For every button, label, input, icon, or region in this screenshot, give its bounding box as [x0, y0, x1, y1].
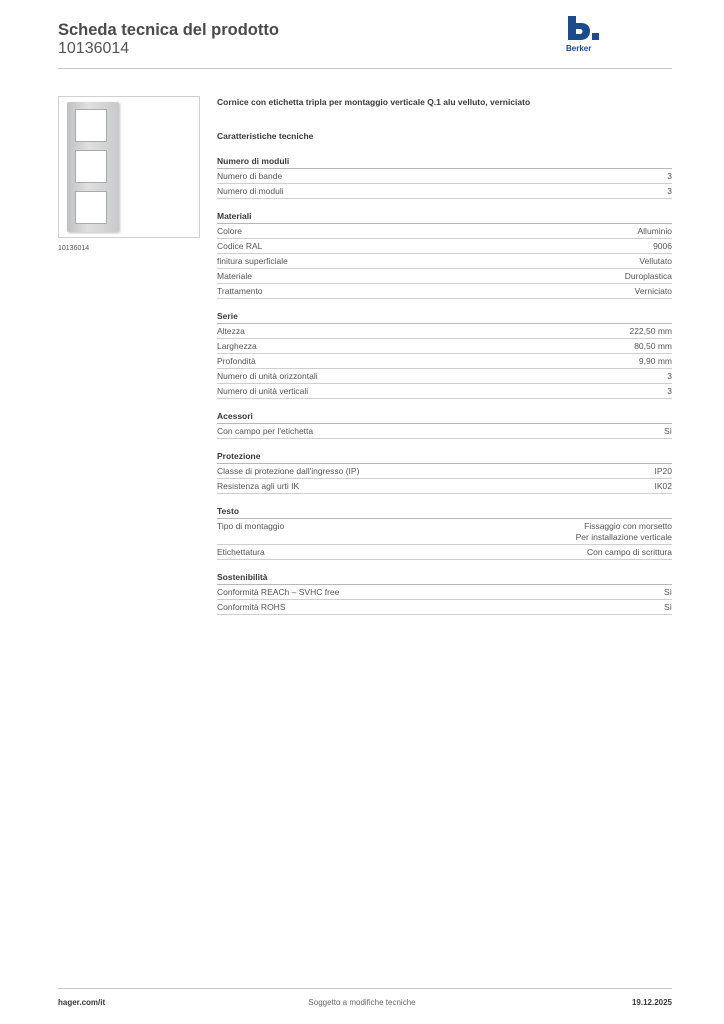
spec-row [217, 600, 672, 615]
spec-label: finitura superficiale [217, 255, 288, 266]
spec-value: IK02 [654, 480, 672, 491]
document-title: Scheda tecnica del prodotto [58, 21, 279, 39]
spec-label: Numero di unità orizzontali [217, 370, 318, 381]
spec-row [217, 239, 672, 254]
spec-row [217, 169, 672, 184]
spec-label: Altezza [217, 325, 245, 336]
spec-row [217, 464, 672, 479]
spec-row [217, 424, 672, 439]
spec-value: 3 [667, 370, 672, 381]
product-number: 10136014 [58, 40, 130, 57]
spec-label: Larghezza [217, 340, 257, 351]
spec-row [217, 479, 672, 494]
spec-value: IP20 [654, 465, 672, 476]
spec-label: Conformità REACh – SVHC free [217, 586, 340, 597]
footer-divider [58, 988, 672, 989]
section-title: Sostenibilità [217, 571, 672, 585]
spec-label: Resistenza agli urti IK [217, 480, 300, 491]
section-title: Protezione [217, 450, 672, 464]
spec-value: 9,90 mm [638, 355, 672, 366]
spec-section [217, 210, 672, 299]
spec-row [217, 269, 672, 284]
spec-row [217, 254, 672, 269]
section-title: Testo [217, 505, 672, 519]
spec-section [217, 310, 672, 399]
frame-opening [75, 150, 107, 183]
spec-section [217, 571, 672, 615]
section-title: Acessori [217, 410, 672, 424]
spec-value: Verniciato [634, 285, 672, 296]
spec-label: Numero di unità verticali [217, 385, 309, 396]
spec-row [217, 224, 672, 239]
spec-label: Etichettatura [217, 546, 265, 557]
spec-section [217, 410, 672, 439]
product-image [58, 96, 200, 238]
spec-value: 222,50 mm [629, 325, 672, 336]
specs-heading: Caratteristiche tecniche [217, 131, 314, 141]
spec-value: Duroplastica [624, 270, 672, 281]
spec-label: Numero di bande [217, 170, 283, 181]
spec-label: Tipo di montaggio [217, 520, 285, 531]
spec-value: Sì [663, 586, 672, 597]
spec-label: Materiale [217, 270, 252, 281]
spec-row [217, 384, 672, 399]
spec-value: 80,50 mm [634, 340, 672, 351]
section-title: Materiali [217, 210, 672, 224]
spec-value: Alluminio [637, 225, 672, 236]
spec-content [217, 96, 672, 615]
footer-website: hager.com/it [58, 998, 106, 1007]
berker-logo [566, 16, 606, 56]
spec-value: Con campo di scrittura [586, 546, 672, 557]
spec-value: Sì [663, 425, 672, 436]
frame-opening [75, 109, 107, 142]
spec-section [217, 505, 672, 560]
footer-note: Soggetto a modifiche tecniche [308, 998, 416, 1007]
spec-row [217, 585, 672, 600]
spec-value: Vellutato [639, 255, 672, 266]
triple-frame-illustration [67, 102, 119, 232]
spec-sections [217, 155, 672, 615]
spec-value: 3 [667, 385, 672, 396]
spec-label: Numero di moduli [217, 185, 284, 196]
spec-row [217, 184, 672, 199]
spec-row [217, 545, 672, 560]
spec-label: Colore [217, 225, 243, 236]
spec-label: Profondità [217, 355, 256, 366]
product-description: Cornice con etichetta tripla per montaggio verticale Q.1 alu velluto, verniciato [217, 97, 531, 107]
spec-value: Sì [663, 601, 672, 612]
spec-row [217, 284, 672, 299]
spec-section [217, 155, 672, 199]
header-divider [58, 68, 672, 69]
spec-label: Trattamento [217, 285, 263, 296]
spec-label: Classe di protezione dall'ingresso (IP) [217, 465, 360, 476]
section-title: Serie [217, 310, 672, 324]
spec-row [217, 369, 672, 384]
berker-b-icon [566, 16, 600, 44]
spec-value: 3 [667, 185, 672, 196]
spec-value: Fissaggio con morsetto Per installazione verticale [575, 520, 672, 542]
brand-name: Berker [566, 44, 592, 53]
spec-row [217, 324, 672, 339]
footer-date: 19.12.2025 [631, 998, 672, 1007]
document-header [58, 21, 279, 58]
spec-value: 9006 [653, 240, 672, 251]
spec-label: Conformità ROHS [217, 601, 286, 612]
image-caption: 10136014 [58, 245, 90, 252]
spec-value: 3 [667, 170, 672, 181]
spec-row [217, 354, 672, 369]
section-title: Numero di moduli [217, 155, 672, 169]
frame-opening [75, 191, 107, 224]
spec-row [217, 339, 672, 354]
spec-label: Codice RAL [217, 240, 263, 251]
spec-label: Con campo per l'etichetta [217, 425, 314, 436]
spec-row [217, 519, 672, 545]
spec-section [217, 450, 672, 494]
